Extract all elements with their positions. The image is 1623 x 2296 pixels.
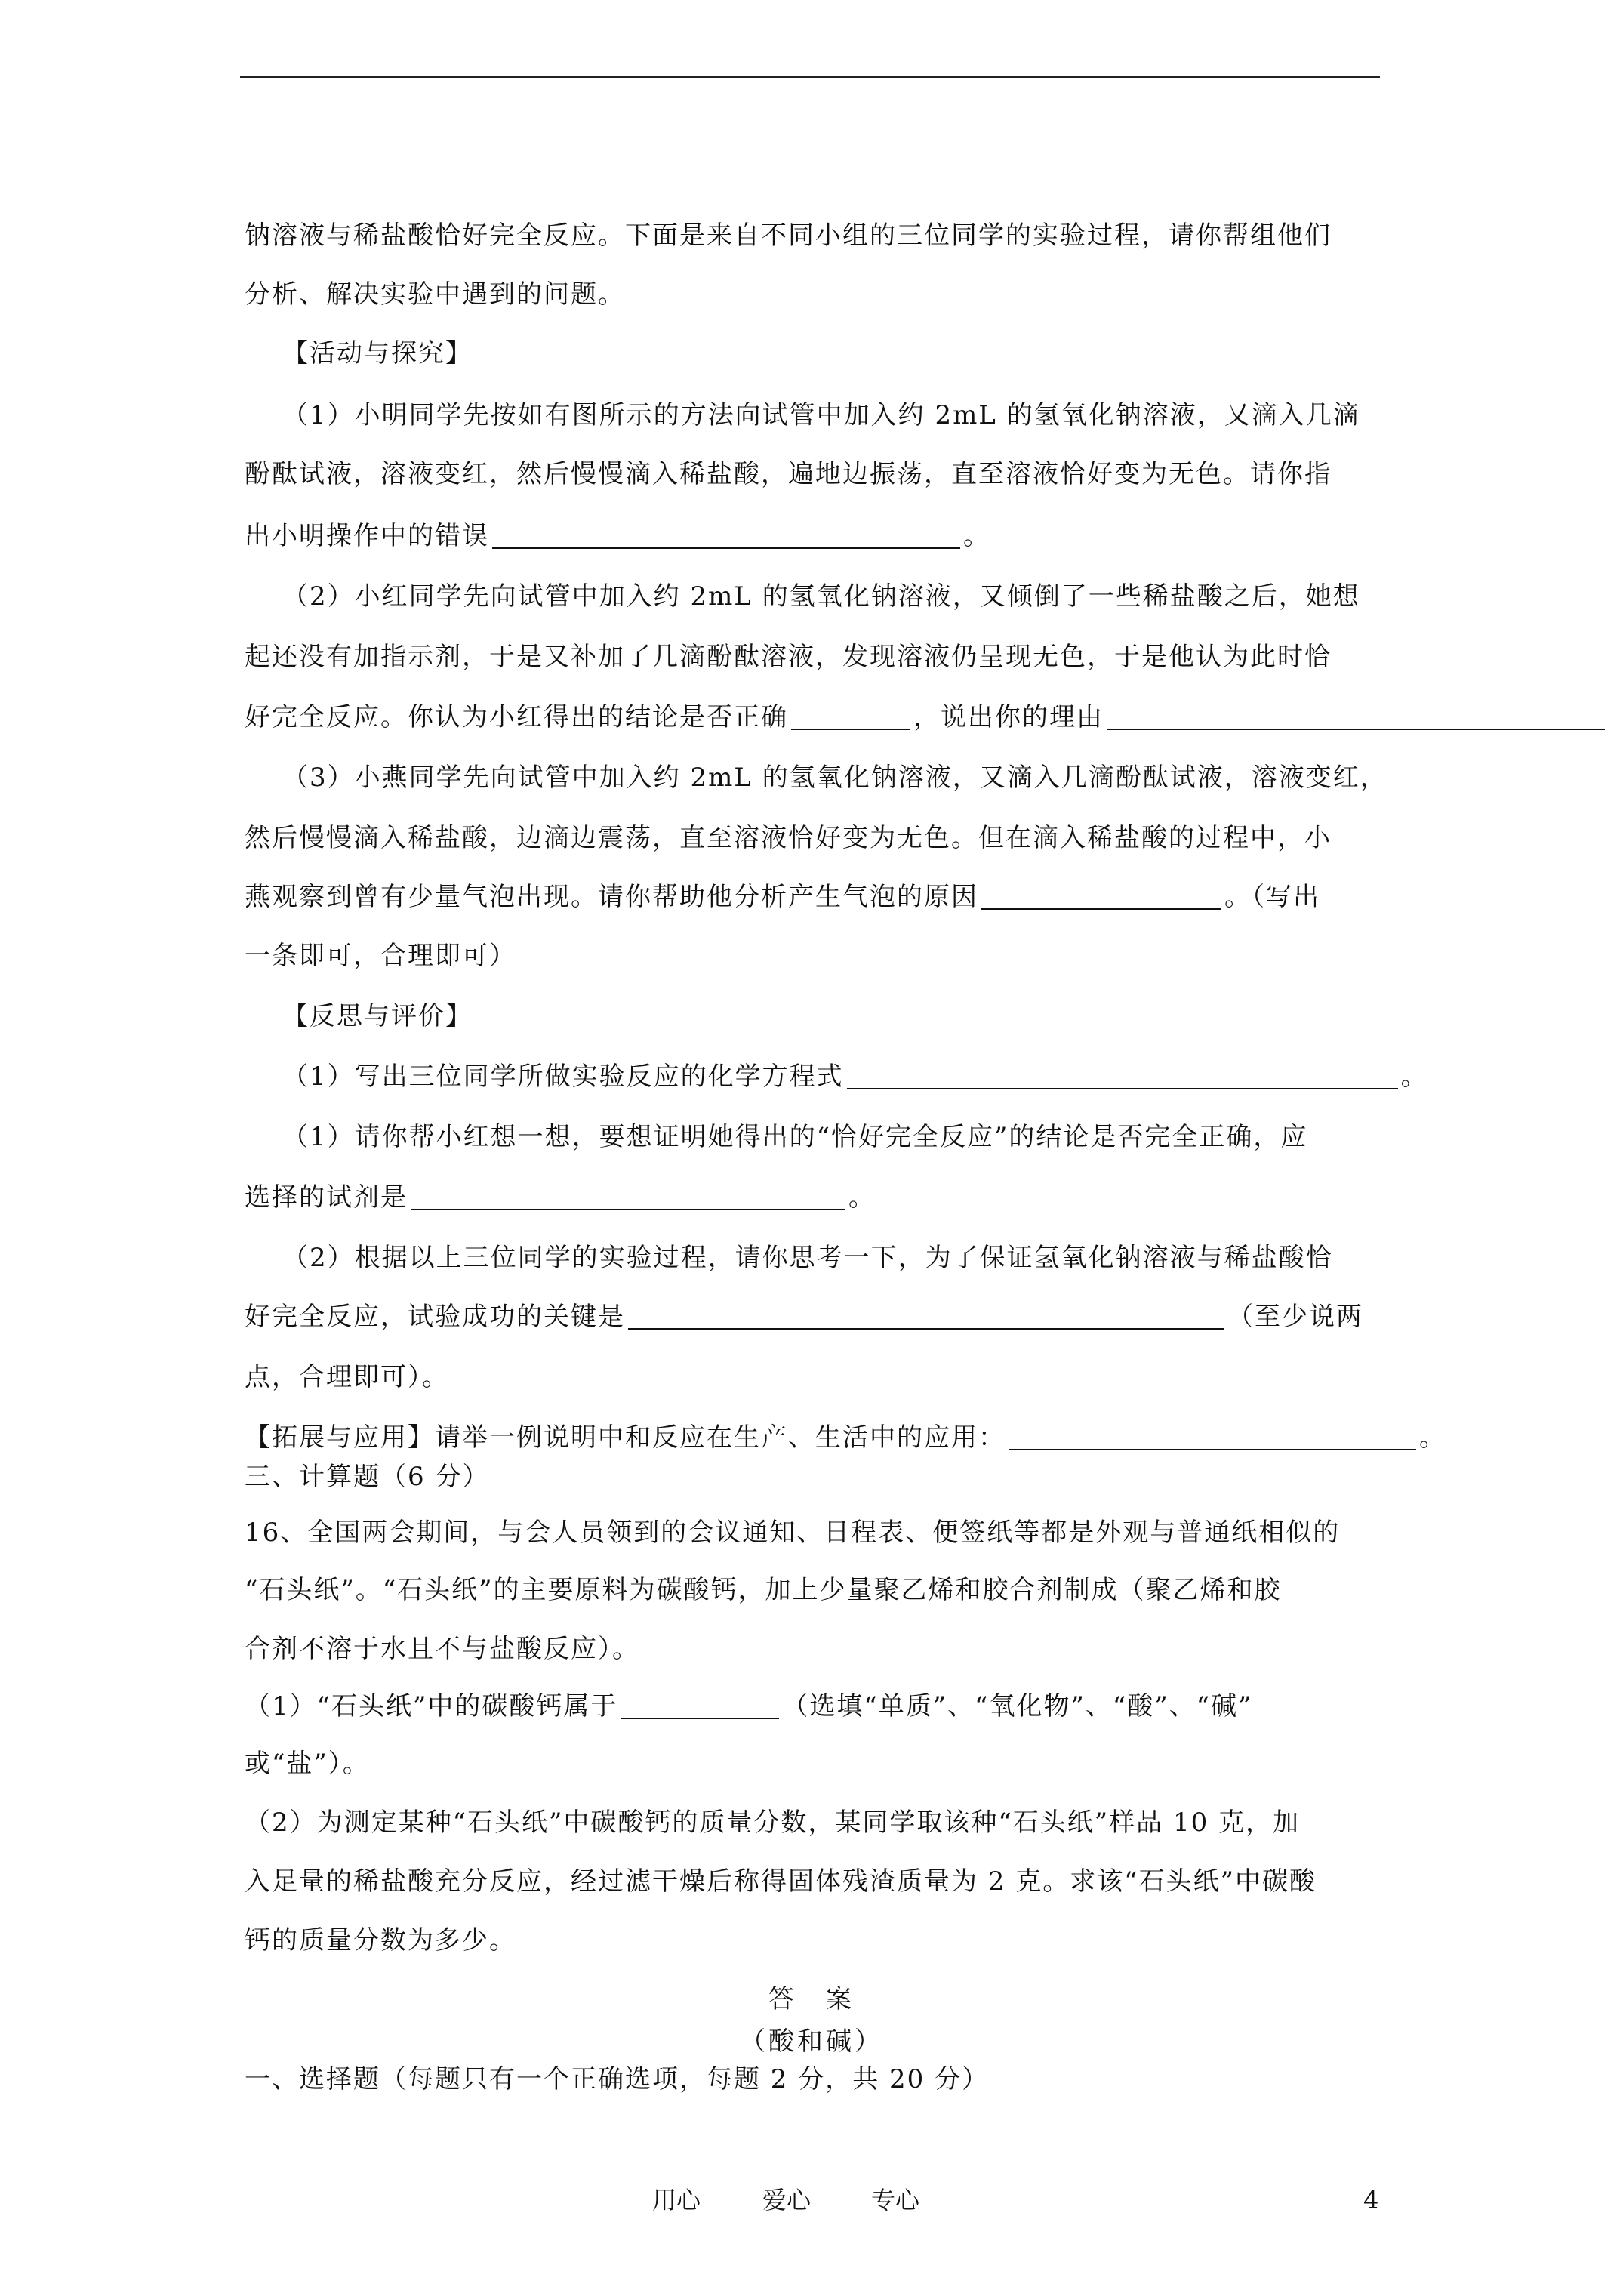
text-line: （1）请你帮小红想一想，要想证明她得出的“恰好完全反应”的结论是否完全正确，应 [282,1122,1308,1152]
question-line: 出小明操作中的错误 。 [245,521,990,551]
answer-blank[interactable] [791,704,910,730]
text-line: 点，合理即可）。 [245,1362,449,1392]
text-line: （2）根据以上三位同学的实验过程，请你思考一下，为了保证氢氧化钠溶液与稀盐酸恰 [282,1243,1333,1273]
text-line: 钙的质量分数为多少。 [245,1925,516,1955]
section-heading-choice: 一、选择题（每题只有一个正确选项，每题 2 分，共 20 分） [245,2064,990,2094]
text-line: “石头纸”。“石头纸”的主要原料为碳酸钙，加上少量聚乙烯和胶合剂制成（聚乙烯和胶 [245,1575,1282,1605]
question-line: 好完全反应。你认为小红得出的结论是否正确 ，说出你的理由 [245,702,1608,732]
question-line: 好完全反应，试验成功的关键是 （至少说两 [245,1302,1363,1332]
question-line: 燕观察到曾有少量气泡出现。请你帮助他分析产生气泡的原因 。（写出 [245,882,1320,912]
text-line: 然后慢慢滴入稀盐酸，边滴边震荡，直至溶液恰好变为无色。但在滴入稀盐酸的过程中，小 [245,823,1332,853]
question-line: （1）写出三位同学所做实验反应的化学方程式 。 [282,1062,1428,1092]
question-line: 【拓展与应用】请举一例说明中和反应在生产、生活中的应用： 。 [245,1422,1446,1453]
answer-blank[interactable] [981,884,1221,910]
question-line: 选择的试剂是 。 [245,1182,876,1213]
text-line: （2）小红同学先向试管中加入约 2mL 的氢氧化钠溶液，又倾倒了一些稀盐酸之后，她想 [282,581,1360,612]
text-line: （1）小明同学先按如有图所示的方法向试管中加入约 2mL 的氢氧化钠溶液，又滴入几滴 [282,400,1360,430]
answer-blank[interactable] [847,1064,1398,1089]
answer-title: 答 案 [768,1984,855,2014]
text-line: 合剂不溶于水且不与盐酸反应）。 [245,1634,639,1664]
answer-subtitle: （酸和碱） [740,2026,883,2057]
text-line: （2）为测定某种“石头纸”中碳酸钙的质量分数，某同学取该种“石头纸”样品 10 克，加 [245,1808,1301,1838]
answer-blank[interactable] [628,1304,1224,1330]
text-line: 钠溶液与稀盐酸恰好完全反应。下面是来自不同小组的三位同学的实验过程，请你帮组他们 [245,220,1332,251]
question-line: （1）“石头纸”中的碳酸钙属于 （选填“单质”、“氧化物”、“酸”、“碱” [245,1691,1253,1721]
text-line: 分析、解决实验中遇到的问题。 [245,279,625,310]
header-rule [240,76,1380,78]
text-line: （3）小燕同学先向试管中加入约 2mL 的氢氧化钠溶液，又滴入几滴酚酞试液，溶液变红， [282,763,1387,793]
section-heading-calc: 三、计算题（6 分） [245,1462,490,1492]
answer-blank[interactable] [621,1693,779,1719]
text-line: 酚酞试液，溶液变红，然后慢慢滴入稀盐酸，遍地边振荡，直至溶液恰好变为无色。请你指 [245,459,1332,489]
footer-motto: 专心 [871,2186,920,2214]
footer-motto: 爱心 [762,2186,812,2214]
text-line: 入足量的稀盐酸充分反应，经过滤干燥后称得固体残渣质量为 2 克。求该“石头纸”中碳酸 [245,1866,1317,1897]
section-heading-reflect: 【反思与评价】 [282,1001,473,1031]
page-number: 4 [1363,2186,1379,2214]
answer-blank[interactable] [1009,1425,1416,1450]
answer-blank[interactable] [411,1185,845,1210]
footer-motto: 用心 [652,2186,701,2214]
text-line: 一条即可，合理即可） [245,941,516,971]
section-heading-activity: 【活动与探究】 [282,338,473,368]
text-line: 或“盐”）。 [245,1749,370,1779]
answer-blank[interactable] [1107,704,1605,730]
text-line: 起还没有加指示剂，于是又补加了几滴酚酞溶液，发现溶液仍呈现无色，于是他认为此时恰 [245,642,1332,672]
text-line: 16、全国两会期间，与会人员领到的会议通知、日程表、便签纸等都是外观与普通纸相似的 [245,1518,1341,1548]
answer-blank[interactable] [492,523,960,549]
